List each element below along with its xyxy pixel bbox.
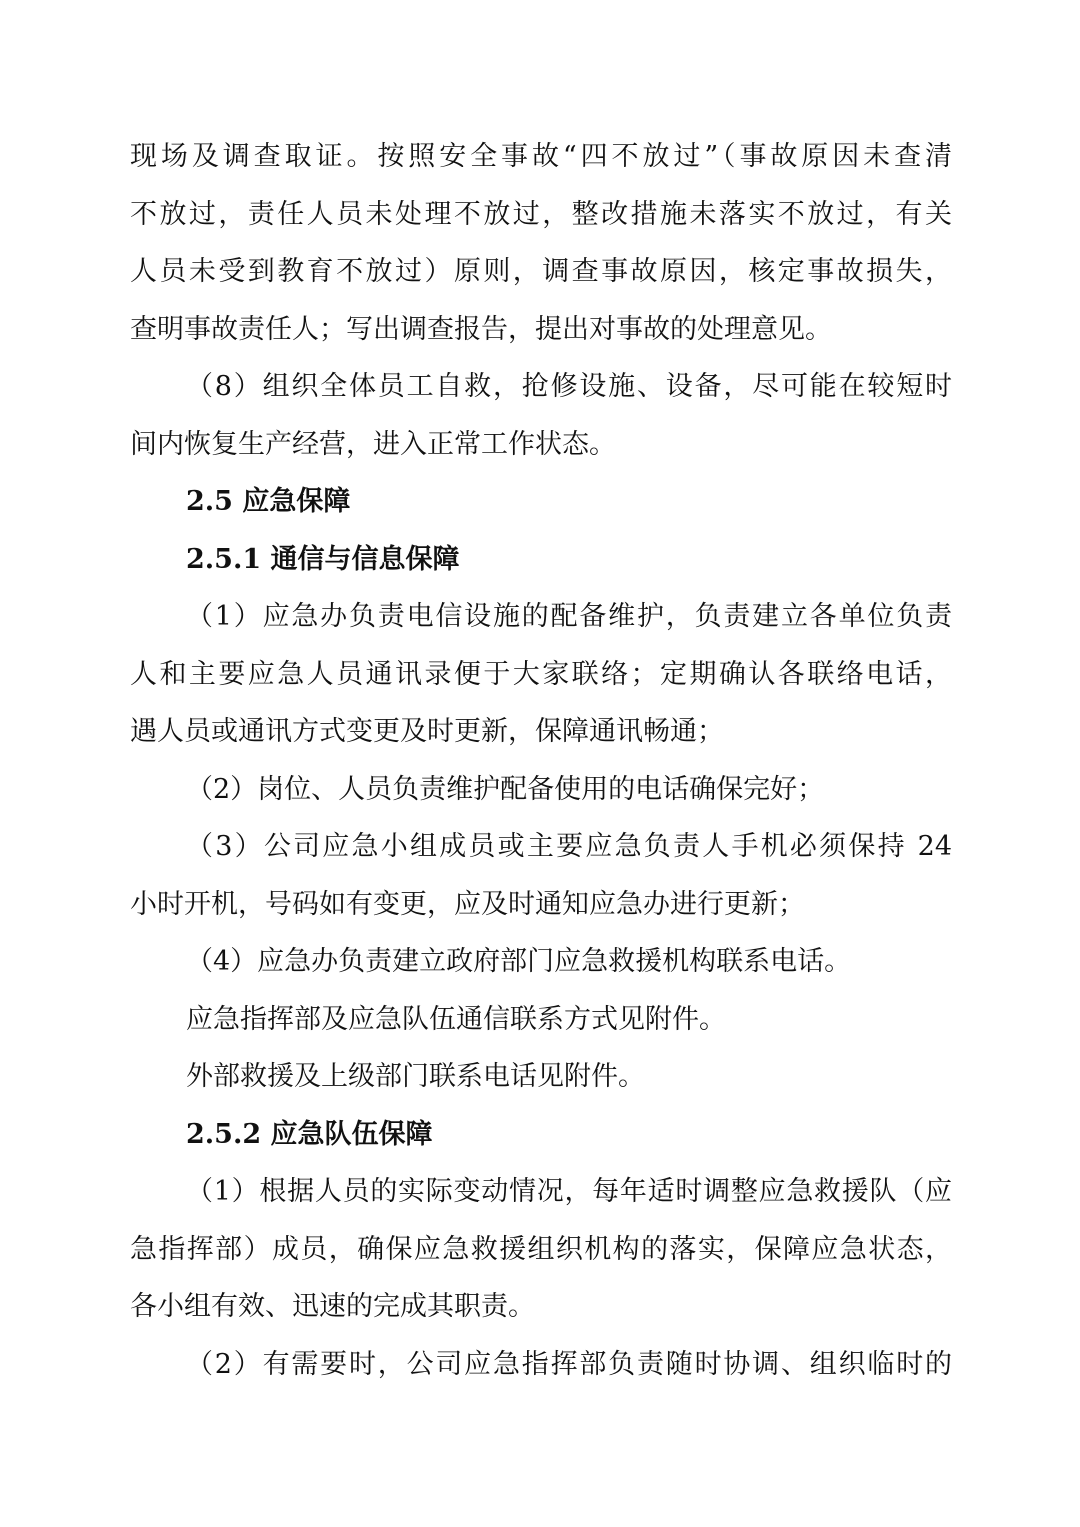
subsection-heading: 2.5.2 应急队伍保障 — [186, 1118, 433, 1150]
paragraph-line: （3）公司应急小组成员或主要应急负责人手机必须保持 24 — [186, 831, 952, 862]
paragraph-line: 人和主要应急人员通讯录便于大家联络；定期确认各联络电话， — [130, 658, 952, 690]
document-page — [130, 128, 952, 1393]
paragraph-line: 遇人员或通讯方式变更及时更新，保障通讯畅通； — [130, 716, 724, 747]
paragraph-line: 间内恢复生产经营，进入正常工作状态。 — [130, 428, 616, 460]
paragraph-line: 各小组有效、迅速的完成其职责。 — [130, 1291, 535, 1322]
paragraph-line: （1）根据人员的实际变动情况，每年适时调整应急救援队（应 — [186, 1176, 952, 1207]
paragraph-line: 现场及调查取证。按照安全事故“四不放过”（事故原因未查清 — [130, 141, 952, 172]
paragraph-line: 不放过，责任人员未处理不放过，整改措施未落实不放过，有关 — [130, 198, 952, 230]
paragraph-line: 查明事故责任人；写出调查报告，提出对事故的处理意见。 — [130, 313, 832, 345]
subsection-heading: 2.5.1 通信与信息保障 — [186, 543, 460, 575]
paragraph-line: 小时开机，号码如有变更，应及时通知应急办进行更新； — [130, 888, 805, 920]
paragraph-line: 急指挥部）成员，确保应急救援组织机构的落实，保障应急状态， — [130, 1233, 952, 1265]
paragraph-line: （2）有需要时，公司应急指挥部负责随时协调、组织临时的 — [186, 1348, 952, 1380]
paragraph-line: （1）应急办负责电信设施的配备维护，负责建立各单位负责 — [186, 601, 952, 632]
paragraph-line: 人员未受到教育不放过）原则，调查事故原因，核定事故损失， — [130, 256, 952, 287]
paragraph-line: （2）岗位、人员负责维护配备使用的电话确保完好； — [186, 773, 825, 805]
paragraph-line: （4）应急办负责建立政府部门应急救援机构联系电话。 — [186, 946, 852, 977]
paragraph-line: （8）组织全体员工自救，抢修设施、设备，尽可能在较短时 — [186, 371, 952, 402]
paragraph-line: 应急指挥部及应急队伍通信联系方式见附件。 — [186, 1003, 726, 1035]
paragraph-line: 外部救援及上级部门联系电话见附件。 — [186, 1061, 645, 1092]
section-heading: 2.5 应急保障 — [186, 486, 351, 517]
